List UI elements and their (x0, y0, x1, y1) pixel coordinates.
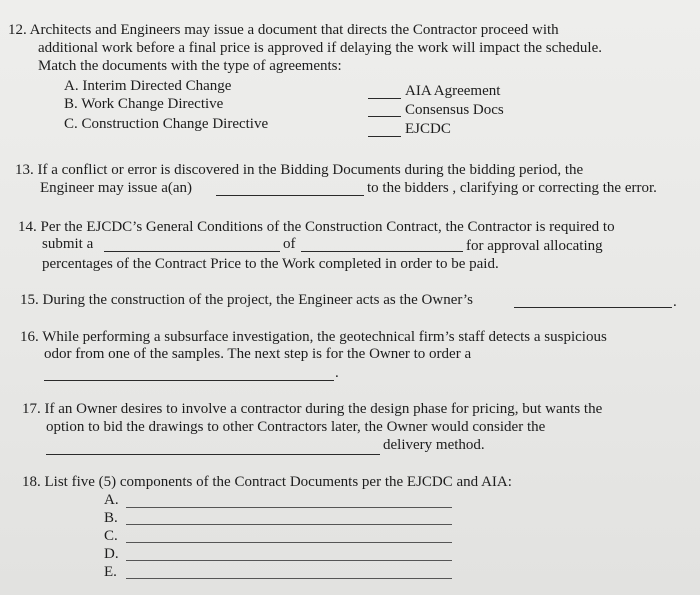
q18-letter-a: A. (104, 492, 119, 508)
q16-period: . (335, 365, 339, 381)
q12-item-c: C. Construction Change Directive (64, 116, 269, 132)
q12-item-b: B. Work Change Directive (64, 96, 224, 112)
q17-answer-blank[interactable] (46, 454, 380, 455)
q14-answer-blank-1[interactable] (104, 251, 280, 252)
q12-match-blank-3[interactable] (368, 136, 401, 137)
q12-agreement-aia: AIA Agreement (405, 83, 501, 99)
q14-answer-blank-2[interactable] (301, 251, 463, 252)
q17-line-2: option to bid the drawings to other Contractors later, the Owner would consider the (46, 419, 546, 435)
q12-item-a: A. Interim Directed Change (64, 78, 232, 94)
q12-match-blank-2[interactable] (368, 116, 401, 117)
q15-period: . (673, 294, 677, 310)
q12-match-blank-1[interactable] (368, 98, 401, 99)
q12-line-3: Match the documents with the type of agreements: (38, 58, 342, 74)
q13-line-2a: Engineer may issue a(an) (40, 180, 193, 196)
q12-line-1: 12. Architects and Engineers may issue a document that directs the Contractor proceed with (8, 22, 559, 38)
q18-letter-d: D. (104, 546, 119, 562)
q16-line-2: odor from one of the samples. The next step is for the Owner to order a (44, 346, 472, 362)
q16-answer-blank[interactable] (44, 380, 334, 381)
q12-agreement-ejcdc: EJCDC (405, 121, 451, 137)
q18-answer-blank-e[interactable] (126, 578, 452, 579)
q12-agreement-consensus: Consensus Docs (405, 102, 504, 118)
q18-answer-blank-d[interactable] (126, 560, 452, 561)
q18-letter-c: C. (104, 528, 118, 544)
q14-line-2a: submit a (42, 236, 94, 252)
q18-answer-blank-a[interactable] (126, 507, 452, 508)
q13-line-2b: to the bidders , clarifying or correcting the error. (367, 180, 657, 196)
q13-answer-blank[interactable] (216, 195, 364, 196)
q15-answer-blank[interactable] (514, 307, 672, 308)
q14-line-1: 14. Per the EJCDC’s General Conditions of the Construction Contract, the Contractor is required to (18, 219, 615, 235)
q12-line-2: additional work before a final price is approved if delaying the work will impact the schedule. (38, 40, 602, 56)
q17-line-1: 17. If an Owner desires to involve a contractor during the design phase for pricing, but wants the (22, 401, 603, 417)
q18-line-1: 18. List five (5) components of the Contract Documents per the EJCDC and AIA: (22, 474, 512, 490)
q14-line-2c: for approval allocating (466, 238, 603, 254)
q18-letter-b: B. (104, 510, 118, 526)
q18-answer-blank-b[interactable] (126, 524, 452, 525)
q16-line-1: 16. While performing a subsurface investigation, the geotechnical firm’s staff detects a suspicious (20, 329, 607, 345)
q18-answer-blank-c[interactable] (126, 542, 452, 543)
q14-line-2b: of (283, 236, 296, 252)
q14-line-3: percentages of the Contract Price to the Work completed in order to be paid. (42, 256, 499, 272)
q17-line-3: delivery method. (383, 437, 485, 453)
q15-line-1: 15. During the construction of the project, the Engineer acts as the Owner’s (20, 292, 473, 308)
q13-line-1: 13. If a conflict or error is discovered in the Bidding Documents during the bidding period, the (15, 162, 584, 178)
q18-letter-e: E. (104, 564, 117, 580)
